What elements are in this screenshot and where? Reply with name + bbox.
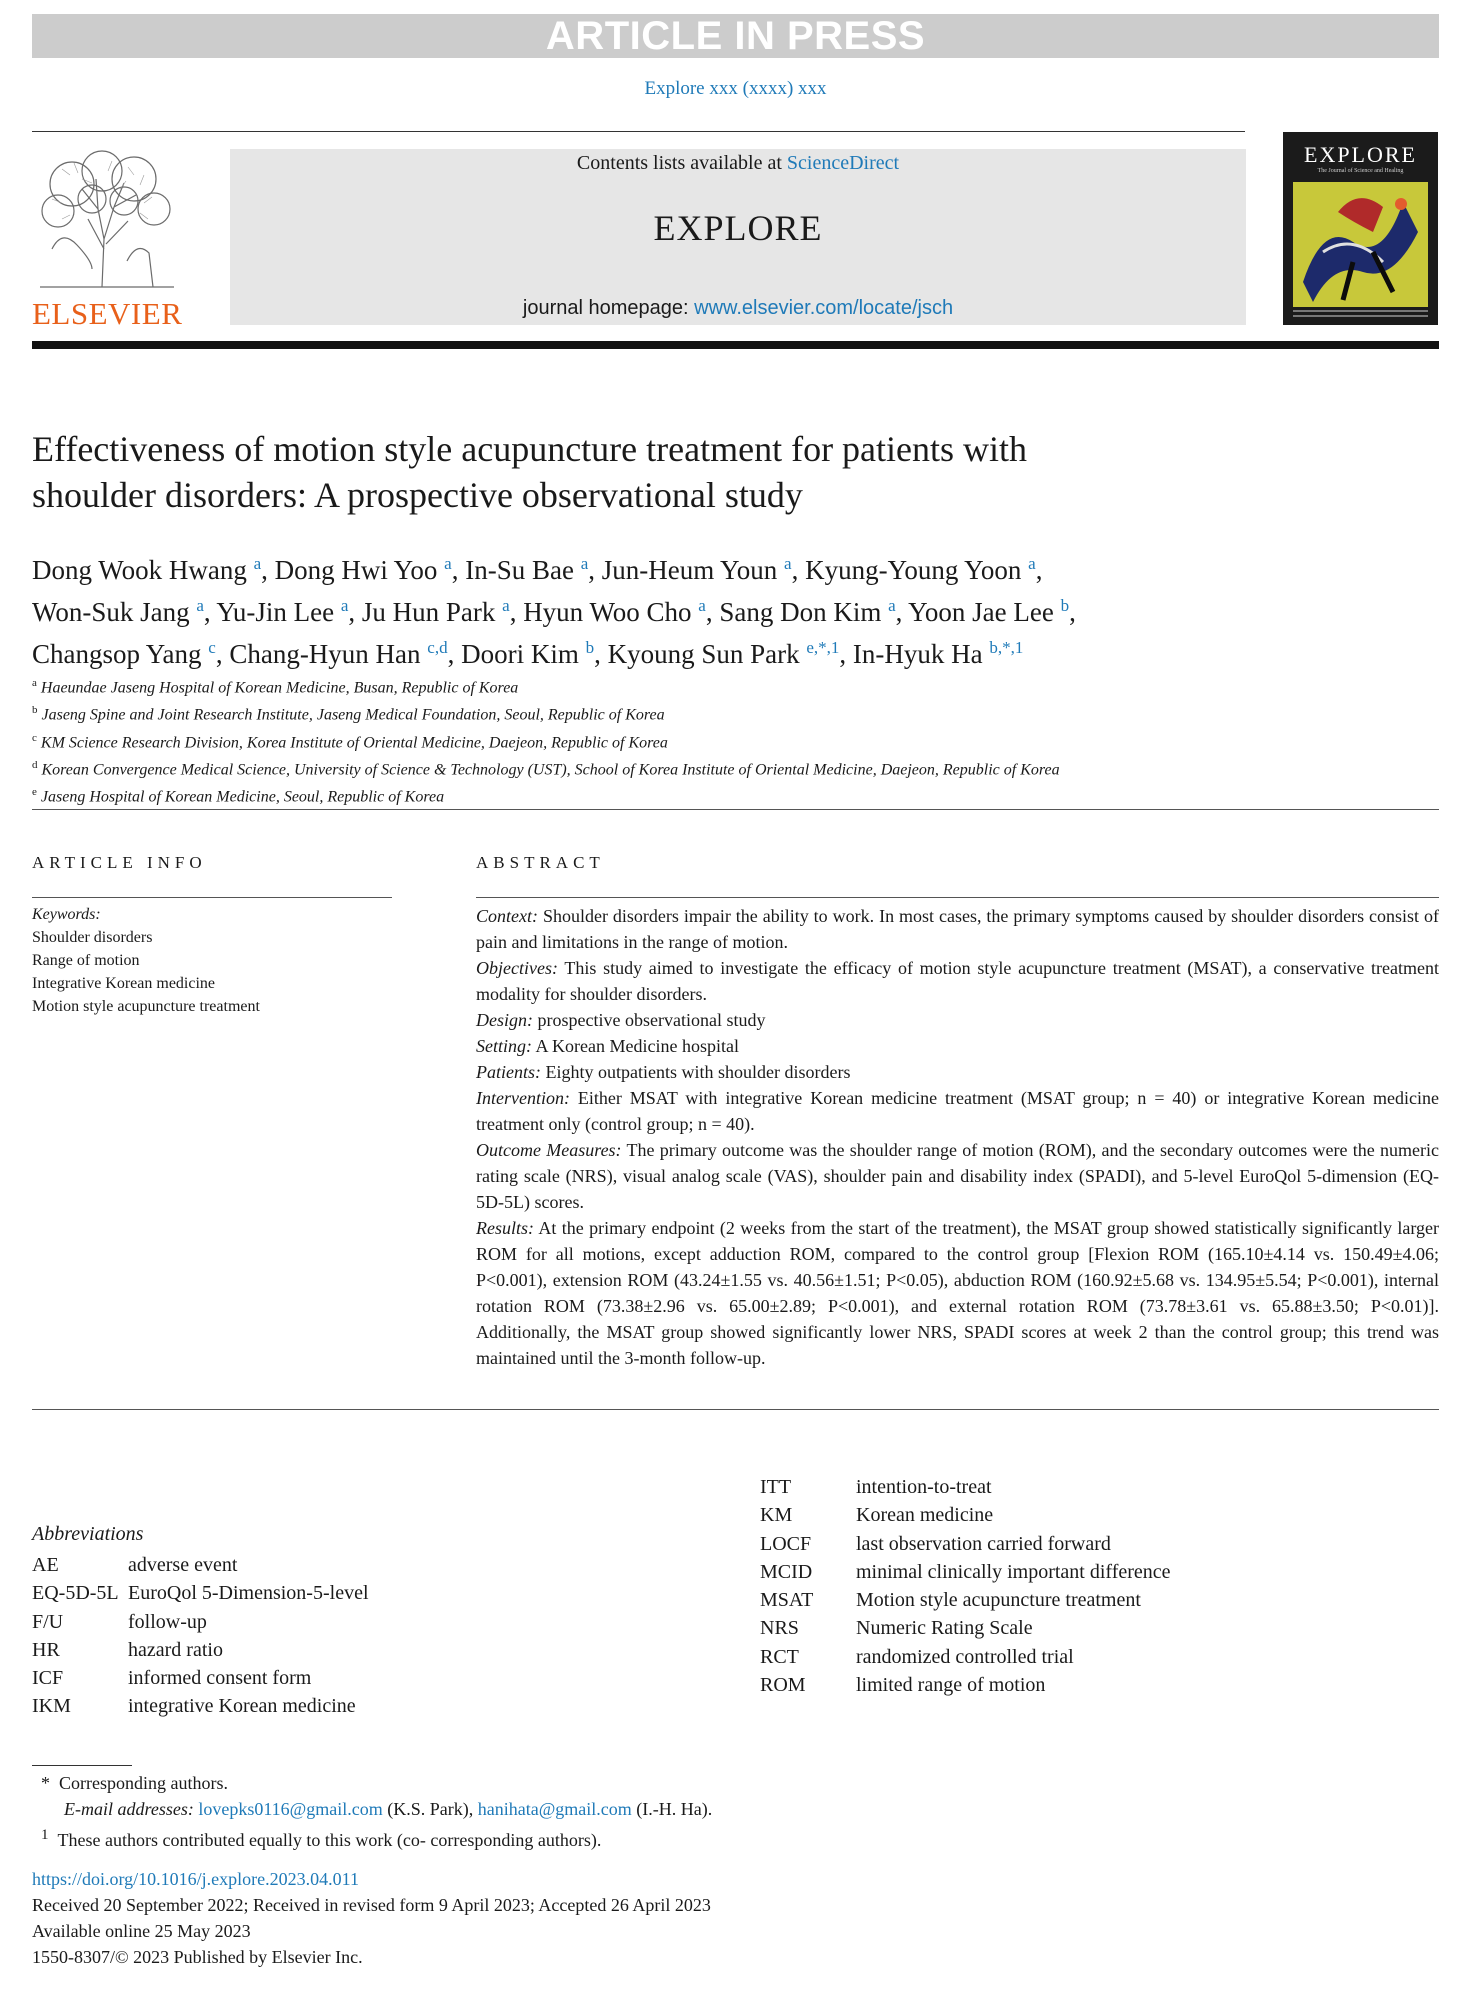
abstract-heading: ABSTRACT (476, 853, 605, 872)
author-sep: , (895, 597, 909, 627)
affiliation-rule (32, 809, 1439, 810)
corresponding-text: Corresponding authors. (59, 1773, 228, 1793)
abbreviation-term: KM (760, 1504, 793, 1527)
author-name[interactable]: Dong Wook Hwang (32, 555, 247, 585)
affiliation-item (32, 727, 1432, 754)
abbreviation-definition: EuroQol 5-Dimension-5-level (128, 1582, 369, 1605)
abstract-text: This study aimed to investigate the efficacy of motion style acupuncture treatment (MSAT), a conservative treatment modality for shoulder disorders. (476, 958, 1439, 1004)
abstract-text: At the primary endpoint (2 weeks from the start of the treatment), the MSAT group showed statistically significantly larger ROM for all motions, except adduction ROM, compared to the control group [Flexion ROM (165.10±4.14 vs. 150.49±4.06; P<0.001), extension ROM (43.24±1.55 vs. 40.56±1.51; P<0.05), abduction ROM (160.92±5.68 vs. 134.95±5.54; P<0.001), internal rotation ROM (73.38±2.96 vs. 65.00±2.89; P<0.001), and external rotation ROM (73.78±3.61 vs. 65.88±3.50; P<0.01)]. Additionally, the MSAT group showed significantly lower NRS, SPADI scores at week 2 than the control group; this trend was maintained until the 3-month follow-up. (476, 1218, 1439, 1368)
author-affil-mark[interactable]: e,*,1 (806, 638, 840, 657)
affiliation-text: KM Science Research Division, Korea Institute of Oriental Medicine, Daejeon, Republic of Korea (40, 733, 668, 751)
affiliation-text: Jaseng Hospital of Korean Medicine, Seoul, Republic of Korea (40, 788, 445, 806)
abbreviation-row (32, 1636, 369, 1664)
author-name[interactable]: Hyun Woo Cho (523, 597, 692, 627)
affiliation-item (32, 754, 1432, 781)
author-affil-mark[interactable]: a (444, 554, 452, 573)
affiliation-item (32, 672, 1432, 699)
abbreviations-list-left (32, 1551, 369, 1721)
abstract-text: Either MSAT with integrative Korean medicine treatment (MSAT group; n = 40) or integrative Korean medicine treatment only (control group; n = 40). (476, 1088, 1439, 1134)
abstract-paragraph (476, 1137, 1439, 1215)
article-info-rule (32, 897, 392, 898)
abstract-text: The primary outcome was the shoulder range of motion (ROM), and the secondary outcomes were the numeric rating scale (NRS), visual analog scale (VAS), shoulder pain and disability index (SPADI), and 5-level EuroQol 5-dimension (EQ-5D-5L) scores. (476, 1140, 1439, 1212)
abbreviation-term: HR (32, 1638, 60, 1661)
abstract-rule (476, 897, 1439, 898)
author-line (32, 588, 1432, 630)
email-owner: (I.-H. Ha). (636, 1799, 713, 1819)
received-dates: Received 20 September 2022; Received in revised form 9 April 2023; Accepted 26 April 2023 (32, 1895, 711, 1915)
journal-homepage-line (230, 297, 1246, 320)
abbreviation-row (760, 1643, 1171, 1671)
cover-subtitle: The Journal of Science and Healing (1317, 168, 1404, 174)
author-affil-mark[interactable]: a (580, 554, 589, 573)
abbreviation-definition: integrative Korean medicine (128, 1695, 356, 1718)
title-line-2: shoulder disorders: A prospective observational study (32, 475, 803, 515)
abbreviation-term: ITT (760, 1476, 792, 1498)
cover-title: EXPLORE (1304, 142, 1417, 167)
abbreviation-term: RCT (760, 1645, 799, 1668)
keyword-item: Motion style acupuncture treatment (32, 998, 260, 1015)
contents-prefix: Contents lists available at (576, 152, 787, 174)
author-affil-mark[interactable]: a (888, 596, 896, 615)
author-affil-mark[interactable]: a (784, 554, 792, 573)
abbreviation-definition: last observation carried forward (856, 1532, 1111, 1555)
footnotes (32, 1770, 712, 1853)
abbreviation-definition: minimal clinically important difference (856, 1560, 1171, 1583)
abbreviation-row (32, 1579, 369, 1607)
abstract-label: Objectives: (476, 958, 558, 978)
abbreviation-row (760, 1586, 1171, 1614)
abbreviation-row (760, 1473, 1171, 1501)
author-name[interactable]: Doori Kim (461, 639, 579, 669)
abstract-label: Outcome Measures: (476, 1140, 622, 1160)
abstract-paragraph (476, 1215, 1439, 1371)
affiliation-key: e (32, 786, 37, 799)
abbreviation-term: IKM (32, 1695, 71, 1718)
email-link-ha[interactable]: hanihata@gmail.com (477, 1799, 632, 1819)
journal-cover-image (1283, 132, 1438, 325)
abstract-text: A Korean Medicine hospital (532, 1036, 739, 1056)
abstract-label: Design: (476, 1010, 533, 1030)
abbreviation-row (32, 1692, 369, 1720)
author-list (32, 546, 1432, 672)
equal-mark: 1 (41, 1827, 49, 1843)
keyword-item: Shoulder disorders (32, 929, 153, 946)
abstract-paragraph (476, 1059, 1439, 1085)
abbreviation-definition: informed consent form (128, 1667, 312, 1690)
abbreviation-definition: hazard ratio (128, 1638, 223, 1661)
author-sep: , (203, 597, 217, 627)
abbreviation-term: MSAT (760, 1589, 814, 1612)
author-sep: , (839, 639, 853, 669)
abstract-paragraph (476, 1033, 1439, 1059)
affiliation-key: b (32, 704, 38, 717)
abbreviation-row (32, 1664, 369, 1692)
affiliation-text: Haeundae Jaseng Hospital of Korean Medicine, Busan, Republic of Korea (40, 679, 519, 697)
abbreviations-list-right (760, 1473, 1171, 1699)
abbreviation-row (760, 1558, 1171, 1586)
abbreviation-definition: Numeric Rating Scale (856, 1617, 1033, 1640)
abbreviation-definition: Motion style acupuncture treatment (856, 1589, 1141, 1612)
homepage-prefix: journal homepage: (522, 297, 695, 319)
author-sep: , (348, 597, 362, 627)
abstract-text: prospective observational study (533, 1010, 766, 1030)
author-sep: , (261, 555, 275, 585)
abbreviation-term: AE (32, 1554, 59, 1576)
author-line (32, 546, 1432, 588)
author-affil-mark[interactable]: a (698, 596, 706, 615)
author-name[interactable]: Yoon Jae Lee (908, 597, 1054, 627)
title-line-1: Effectiveness of motion style acupuncture treatment for patients with (32, 429, 1028, 469)
equal-contribution-text: These authors contributed equally to this work (co- corresponding authors). (57, 1830, 602, 1850)
available-online: Available online 25 May 2023 (32, 1921, 251, 1941)
citation-link[interactable]: Explore xxx (xxxx) xxx (644, 78, 827, 99)
abstract-paragraph (476, 1085, 1439, 1137)
abbreviation-definition: randomized controlled trial (856, 1645, 1074, 1668)
author-name[interactable]: Kyung-Young Yoon (805, 555, 1022, 585)
email-owner: (K.S. Park), (387, 1799, 474, 1819)
sciencedirect-link[interactable]: ScienceDirect (786, 152, 900, 174)
abstract-paragraph (476, 903, 1439, 955)
abbreviation-definition: follow-up (128, 1610, 207, 1633)
abstract-text: Shoulder disorders impair the ability to work. In most cases, the primary symptoms caused by shoulder disorders consist of pain and limitations in the range of motion. (476, 906, 1439, 952)
abbreviation-row (32, 1608, 369, 1636)
author-name[interactable]: Dong Hwi Yoo (274, 555, 438, 585)
author-name[interactable]: Chang-Hyun Han (229, 639, 421, 669)
keywords-label: Keywords: (32, 906, 101, 923)
abbreviation-term: ROM (760, 1674, 806, 1697)
author-sep: , (594, 639, 608, 669)
abbreviation-term: ICF (32, 1667, 64, 1690)
cover-artwork (1283, 132, 1438, 325)
abbreviation-term: LOCF (760, 1532, 812, 1555)
author-sep: , (1035, 555, 1043, 585)
equal-contribution-footnote (32, 1822, 712, 1853)
abbreviations-heading: Abbreviations (32, 1523, 144, 1545)
abbreviation-row (760, 1501, 1171, 1529)
abbreviation-definition: Korean medicine (856, 1504, 994, 1527)
abstract-label: Intervention: (476, 1088, 570, 1108)
abstract-label: Setting: (476, 1036, 532, 1056)
homepage-link[interactable]: www.elsevier.com/locate/jsch (694, 297, 954, 319)
abstract-end-rule (32, 1409, 1439, 1410)
banner-text: ARTICLE IN PRESS (545, 14, 926, 58)
author-name[interactable]: Jun-Heum Youn (601, 555, 778, 585)
author-name[interactable]: In-Hyuk Ha (852, 639, 983, 669)
keywords-block (32, 903, 260, 1018)
author-affil-mark[interactable]: c,d (427, 638, 448, 657)
abbreviation-row (760, 1614, 1171, 1642)
abbreviation-term: NRS (760, 1617, 799, 1640)
author-sep: , (509, 597, 524, 627)
author-sep: , (447, 639, 462, 669)
author-affil-mark[interactable]: b (1060, 596, 1070, 615)
author-sep: , (588, 555, 602, 585)
publication-info (32, 1866, 711, 1970)
elsevier-wordmark: ELSEVIER (32, 296, 183, 331)
elsevier-logo (32, 149, 192, 329)
keyword-item: Range of motion (32, 952, 140, 969)
author-sep: , (1069, 597, 1076, 627)
author-name[interactable]: In-Su Bae (465, 555, 574, 585)
author-name[interactable]: Ju Hun Park (361, 597, 496, 627)
author-affil-mark[interactable]: a (502, 596, 510, 615)
abstract-text: Eighty outpatients with shoulder disorders (541, 1062, 851, 1082)
author-sep: , (705, 597, 720, 627)
author-name[interactable]: Yu-Jin Lee (216, 597, 335, 627)
journal-title: EXPLORE (653, 208, 823, 248)
affiliation-text: Korean Convergence Medical Science, University of Science & Technology (UST), School of Korea Institute of Oriental Medicine, Daejeon, Republic of Korea (41, 761, 1060, 779)
tree-icon (32, 149, 182, 289)
abbreviation-definition: adverse event (128, 1554, 238, 1576)
author-affil-mark[interactable]: a (1028, 554, 1036, 573)
abstract-paragraph (476, 955, 1439, 1007)
abbreviation-row (32, 1551, 369, 1579)
header-thick-rule (32, 341, 1439, 349)
abstract-label: Results: (476, 1218, 534, 1238)
email-label: E-mail addresses: (64, 1799, 194, 1819)
affiliation-list (32, 672, 1432, 809)
abstract-body (476, 903, 1439, 1371)
affiliation-key: c (32, 731, 37, 744)
article-info-heading: ARTICLE INFO (32, 853, 207, 872)
abbreviation-definition: intention-to-treat (856, 1476, 992, 1498)
affiliation-item (32, 781, 1432, 808)
author-sep: , (451, 555, 466, 585)
abbreviation-term: EQ-5D-5L (32, 1582, 119, 1605)
abbreviation-term: MCID (760, 1560, 813, 1583)
abstract-label: Context: (476, 906, 538, 926)
paper-title (32, 426, 1332, 518)
affiliation-key: d (32, 758, 38, 771)
abbreviation-term: F/U (32, 1610, 64, 1633)
author-affil-mark[interactable]: a (340, 596, 349, 615)
author-affil-mark[interactable]: a (196, 596, 204, 615)
abbreviation-row (760, 1671, 1171, 1699)
doi-link[interactable]: https://doi.org/10.1016/j.explore.2023.04.011 (32, 1869, 359, 1889)
author-name[interactable]: Sang Don Kim (719, 597, 882, 627)
corresponding-mark: * (41, 1773, 50, 1793)
keyword-item: Integrative Korean medicine (32, 975, 216, 992)
copyright-line: 1550-8307/© 2023 Published by Elsevier Inc. (32, 1947, 363, 1967)
author-sep: , (215, 639, 230, 669)
affiliation-item (32, 699, 1432, 726)
author-affil-mark[interactable]: a (253, 554, 262, 573)
author-affil-mark[interactable]: b,*,1 (989, 638, 1024, 657)
article-in-press-banner (32, 14, 1439, 58)
abstract-paragraph (476, 1007, 1439, 1033)
author-name[interactable]: Won-Suk Jang (32, 597, 190, 627)
author-line (32, 630, 1432, 672)
affiliation-text: Jaseng Spine and Joint Research Institute, Jaseng Medical Foundation, Seoul, Republic of Korea (41, 706, 665, 724)
abbreviation-definition: limited range of motion (856, 1674, 1046, 1697)
abstract-label: Patients: (476, 1062, 541, 1082)
author-affil-mark[interactable]: c (208, 638, 216, 657)
affiliation-key: a (32, 677, 37, 689)
footnote-rule (32, 1765, 132, 1766)
email-footnote (32, 1796, 712, 1822)
contents-line (230, 151, 1246, 175)
header-rule (32, 131, 1245, 132)
author-sep: , (791, 555, 806, 585)
author-name[interactable]: Changsop Yang (32, 639, 202, 669)
author-name[interactable]: Kyoung Sun Park (607, 639, 800, 669)
abbreviation-row (760, 1530, 1171, 1558)
journal-header-box (230, 149, 1246, 325)
author-affil-mark[interactable]: b (585, 638, 595, 657)
email-link-park[interactable]: lovepks0116@gmail.com (198, 1799, 383, 1819)
corresponding-footnote (32, 1770, 712, 1796)
